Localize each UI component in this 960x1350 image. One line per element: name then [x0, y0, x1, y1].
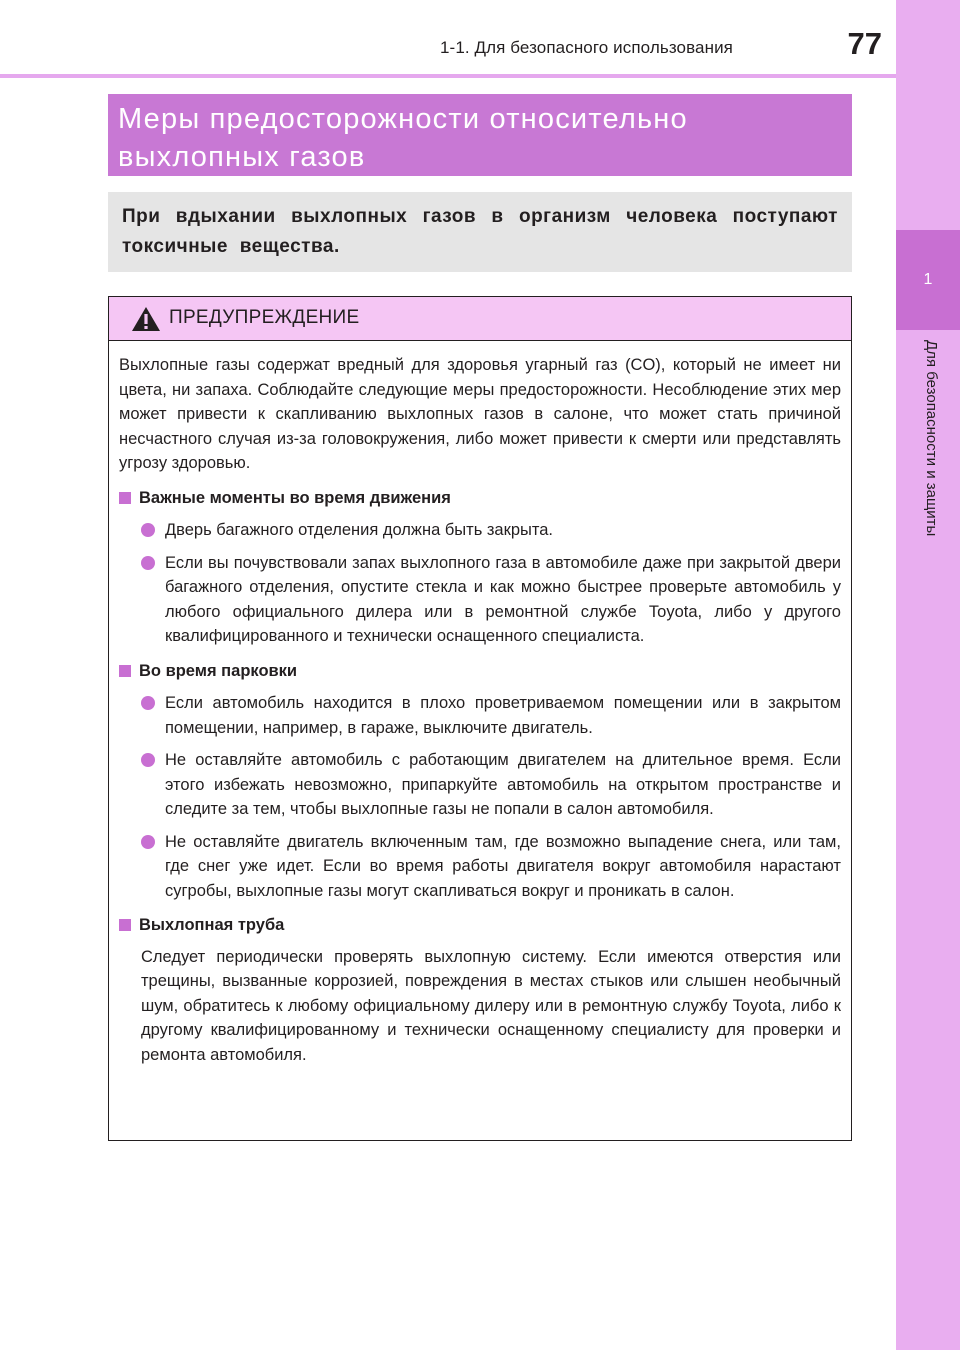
section-heading: Во время парковки — [119, 659, 841, 684]
chapter-side-tab — [896, 0, 960, 1350]
square-bullet-icon — [119, 665, 131, 677]
warning-intro: Выхлопные газы содержат вредный для здоровья угарный газ (CO), который не имеет ни цвета, ни запаха. Соблюдайте следующие меры предосторожности. Несоблюдение этих мер может привести к скапливанию выхлопных газов в салоне, что может стать причиной несчастного случая из-за головокружения, либо может привести к смерти или представлять угрозу здоровью. — [119, 356, 841, 472]
list-item: Дверь багажного отделения должна быть закрыта. — [119, 518, 841, 543]
section-title-bar — [108, 94, 852, 176]
intro-box — [108, 192, 852, 272]
section-heading: Выхлопная труба — [119, 913, 841, 938]
section-paragraph: Следует периодически проверять выхлопную систему. Если имеются отверстия или трещины, вызванные коррозией, повреждения в местах стыков или слышен необычный шум, обратитесь к любому официальному дилеру или в ремонтную службу Toyota, либо к другому квалифицированному и технически оснащенному специалисту для проверки и ремонта автомобиля. — [141, 947, 841, 1064]
circle-bullet-icon — [141, 556, 155, 570]
circle-bullet-icon — [141, 696, 155, 710]
square-bullet-icon — [119, 492, 131, 504]
section-title: Меры предосторожности относительно выхлопных газов — [118, 103, 688, 173]
list-item: Если вы почувствовали запах выхлопного газа в автомобиле даже при закрытой двери багажного отделения, опустите стекла и как можно быстрее проверьте автомобиль у любого официального дилера или в ремонтной службе Toyota, либо у другого квалифицированного и технически оснащенного специалиста. — [119, 551, 841, 649]
chapter-title: Для безопасности и защиты — [923, 340, 940, 537]
warning-header — [109, 297, 851, 341]
square-bullet-icon — [119, 919, 131, 931]
running-header-section: 1-1. Для безопасного использования — [440, 38, 733, 57]
section-heading: Важные моменты во время движения — [119, 486, 841, 511]
page-number: 77 — [847, 26, 882, 61]
header-divider — [0, 74, 896, 78]
chapter-number: 1 — [896, 230, 960, 330]
warning-box — [108, 296, 852, 1141]
list-item: Если автомобиль находится в плохо проветриваемом помещении или в закрытом помещении, например, в гараже, выключите двигатель. — [119, 691, 841, 740]
warning-body — [119, 353, 841, 1084]
intro-text: При вдыхании выхлопных газов в организм человека поступают токсичные вещества. — [122, 206, 838, 257]
list-item: Не оставляйте автомобиль с работающим двигателем на длительное время. Если этого избежать невозможно, припаркуйте автомобиль на открытом пространстве и следите за тем, чтобы выхлопные газы не попали в салон автомобиля. — [119, 748, 841, 822]
warning-label: ПРЕДУПРЕЖДЕНИЕ — [169, 307, 360, 328]
warning-triangle-icon — [131, 306, 161, 332]
circle-bullet-icon — [141, 835, 155, 849]
circle-bullet-icon — [141, 523, 155, 537]
list-item: Не оставляйте двигатель включенным там, где возможно выпадение снега, или там, где снег уже идет. Если во время работы двигателя вокруг автомобиля нарастают сугробы, выхлопные газы могут скапливаться вокруг и проникать в салон. — [119, 830, 841, 904]
circle-bullet-icon — [141, 753, 155, 767]
